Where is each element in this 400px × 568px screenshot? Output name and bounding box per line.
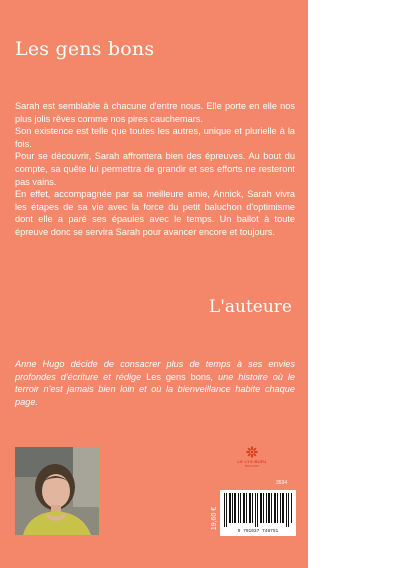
blurb-paragraph: Sarah est semblable à chacune d'entre nous. Elle porte en elle nos plus jolis rêves comme nos pires cauchemars.	[15, 101, 295, 124]
author-bio-book-title: Les gens bons	[146, 371, 211, 382]
barcode	[220, 490, 296, 536]
author-bio	[15, 358, 295, 408]
spine-area	[308, 0, 400, 568]
barcode-digits: 9 791037 748751	[237, 529, 279, 534]
publisher-sub: ÉDITIONS	[244, 464, 260, 468]
blurb-paragraph: En effet, accompagnée par sa meilleure amie, Annick, Sarah vivra les étapes de sa vie avec la force du petit baluchon d'optimisme dont elle a paré ses épaules avec le temps. Un ballot à toute épreuve donc se servira Sarah pour avancer encore et toujours.	[15, 189, 295, 237]
book-title: Les gens bons	[15, 38, 155, 60]
blurb-paragraph: Son existence est telle que toutes les autres, unique et plurielle à la fois.	[15, 126, 295, 149]
author-bio-part2: , une histoire où le terroir n'est jamais bien loin et où la bienveillance habite chaque page.	[15, 371, 295, 407]
publisher-name: LE LYS BLEU	[237, 459, 267, 464]
lily-flower-icon	[246, 446, 258, 458]
price: 19,60 €	[211, 506, 219, 531]
catalog-code: 3534	[276, 480, 288, 486]
author-heading: L'auteure	[208, 297, 292, 317]
barcode-bars	[220, 490, 296, 528]
publisher-logo	[236, 446, 268, 468]
author-bio-part1: Anne Hugo décide de consacrer plus de temps à ses envies profondes d'écriture et rédige	[15, 359, 295, 382]
author-photo	[15, 447, 99, 535]
blurb	[15, 100, 295, 239]
blurb-paragraph: Pour se découvrir, Sarah affrontera bien des épreuves. Au bout du compte, sa quête lui permettra de grandir et ses efforts ne resteront pas vains.	[15, 151, 295, 187]
